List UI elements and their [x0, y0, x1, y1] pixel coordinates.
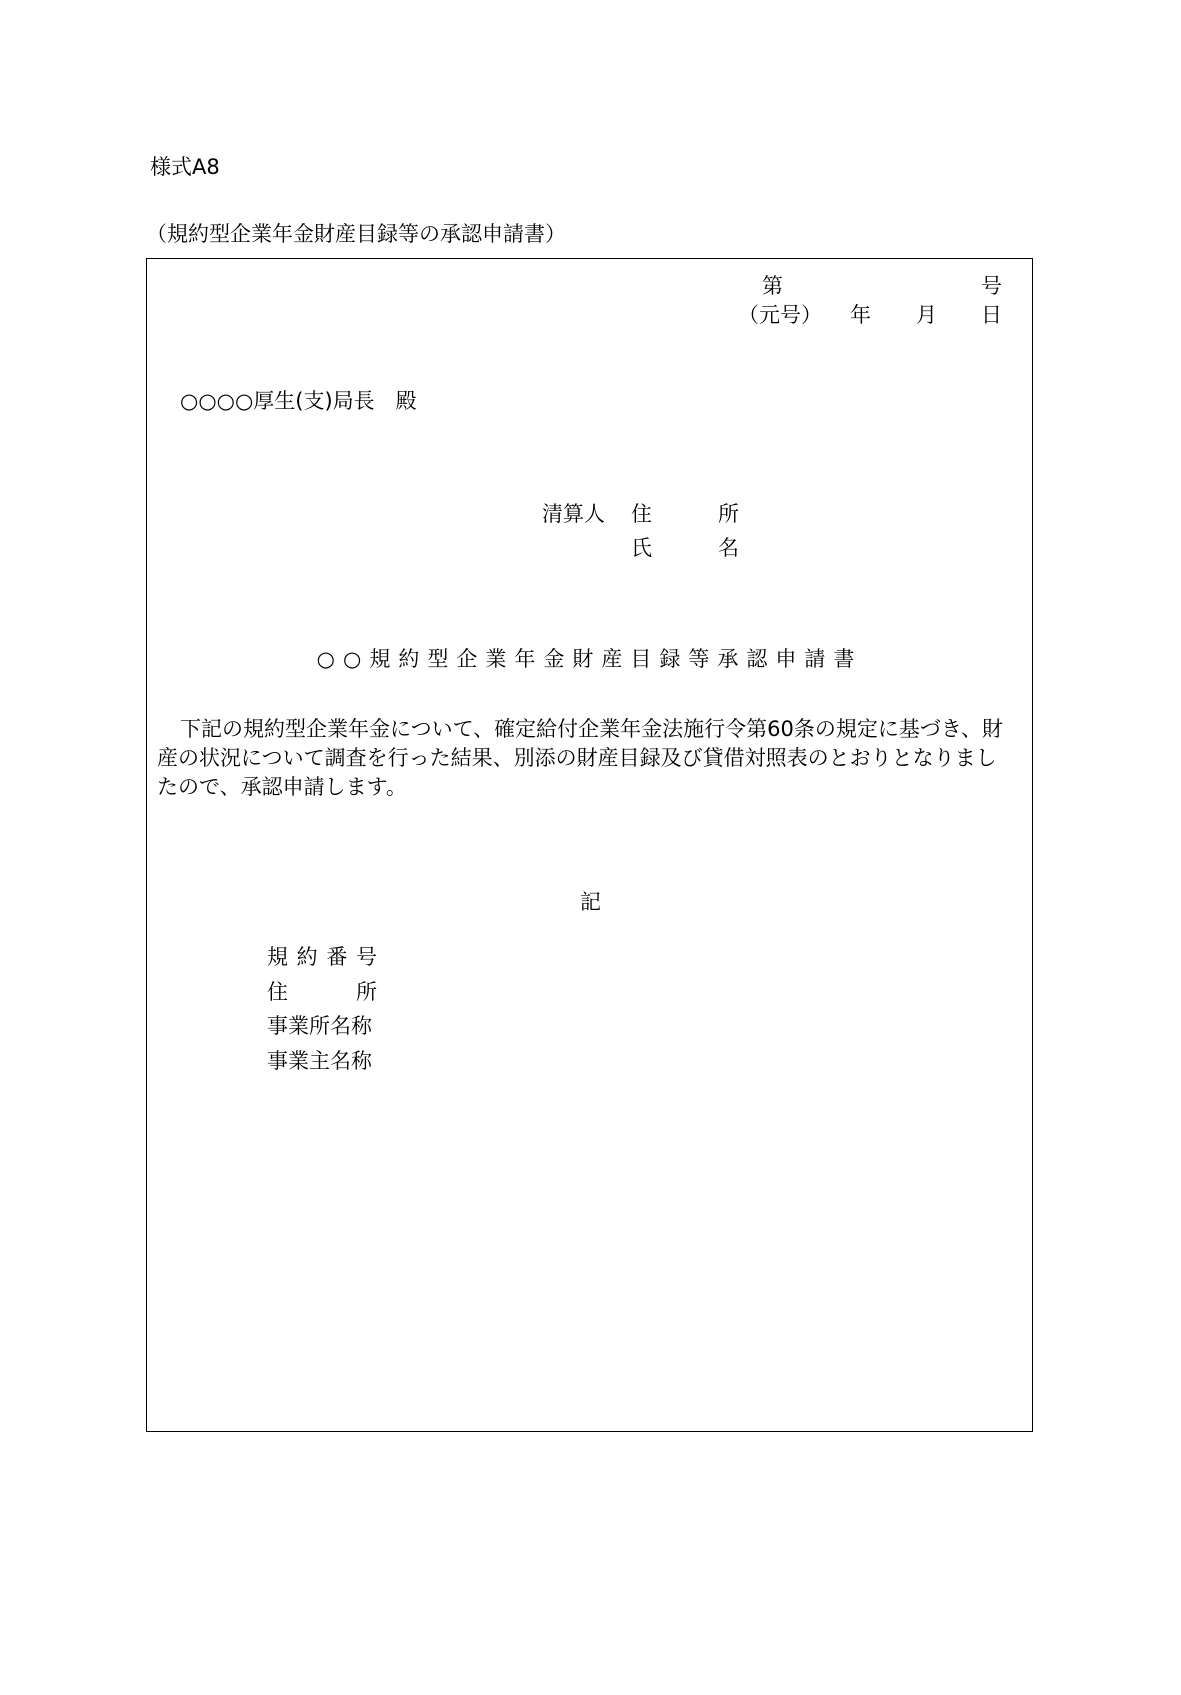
applicant-address-label-1: 住 — [631, 502, 652, 526]
item-plan-number-char: 番 — [326, 945, 348, 969]
item-address-char: 住 — [267, 980, 288, 1004]
number-prefix: 第 — [762, 274, 783, 298]
item-owner-name: 事業主名称 — [267, 1049, 372, 1073]
body-line-2: 産の状況について調査を行った結果、別添の財産目録及び貸借対照表のとおりとなりまし — [157, 746, 997, 770]
form-caption: （規約型企業年金財産目録等の承認申請書） — [146, 222, 566, 246]
number-suffix: 号 — [981, 274, 1002, 298]
ki-heading: 記 — [580, 890, 601, 914]
item-address — [267, 982, 377, 1003]
item-plan-number-char: 号 — [355, 945, 377, 969]
applicant-address-label-2: 所 — [718, 502, 739, 526]
applicant-name-label-2: 名 — [718, 536, 739, 560]
item-plan-number — [267, 947, 377, 968]
document-title: ○○規約型企業年金財産目録等承認申請書 — [316, 647, 863, 671]
day-label: 日 — [981, 303, 1002, 327]
era-label: （元号） — [738, 303, 822, 327]
item-plan-number-char: 約 — [296, 945, 318, 969]
body-line-1: 下記の規約型企業年金について、確定給付企業年金法施行令第60条の規定に基づき、財 — [180, 717, 1004, 741]
form-id: 様式A8 — [150, 155, 220, 179]
addressee: ○○○○厚生(支)局長 殿 — [180, 389, 417, 413]
form-frame — [146, 258, 1033, 1432]
applicant-name-label-1: 氏 — [631, 536, 652, 560]
year-label: 年 — [850, 303, 871, 327]
item-address-char: 所 — [356, 980, 377, 1004]
applicant-role: 清算人 — [542, 502, 605, 526]
item-plan-number-char: 規 — [267, 945, 288, 969]
item-office-name: 事業所名称 — [267, 1014, 372, 1038]
body-line-3: たので、承認申請します。 — [157, 775, 407, 799]
month-label: 月 — [916, 303, 937, 327]
